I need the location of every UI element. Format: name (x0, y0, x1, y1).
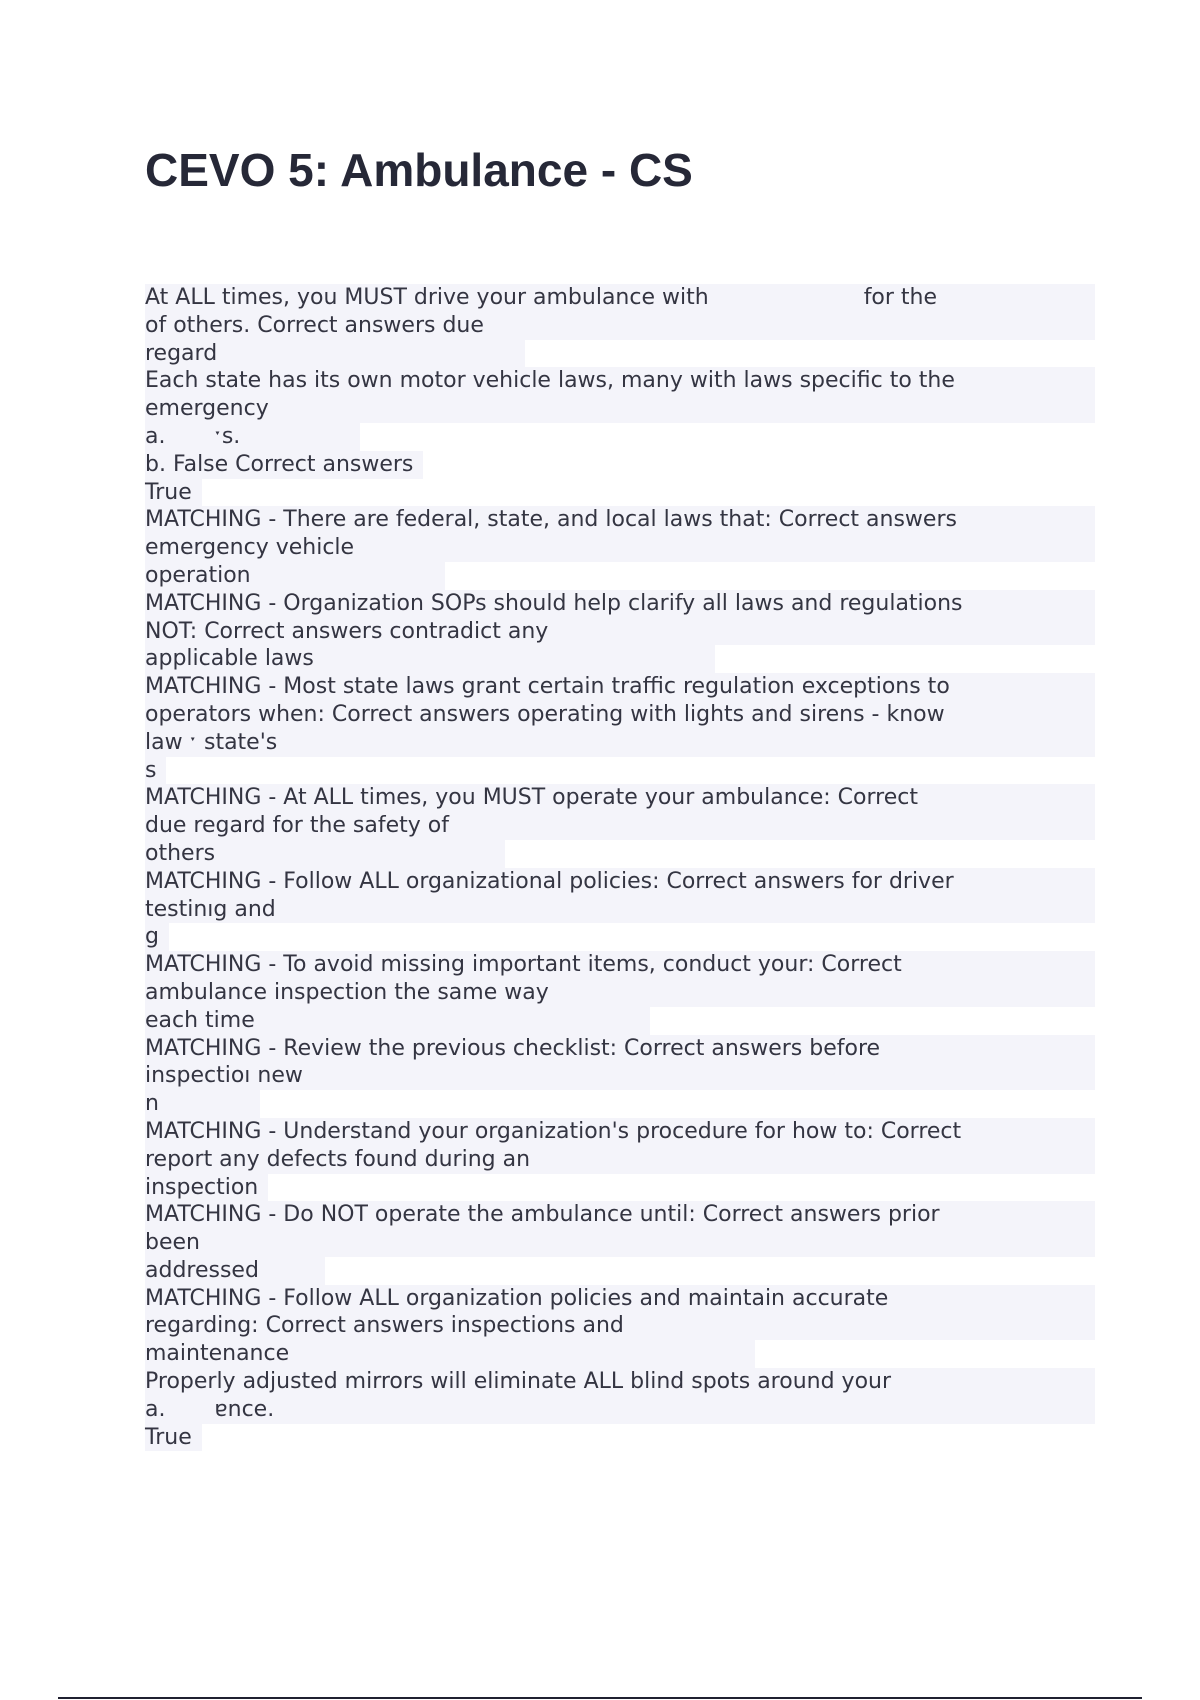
text-line: MATCHING - At ALL times, you MUST operate your ambulance: Correct (145, 784, 1095, 812)
text-line: each time (145, 1007, 650, 1035)
text-line: addressed (145, 1257, 325, 1285)
footer-rule (58, 1697, 1142, 1699)
text-line: True (145, 1424, 202, 1452)
text-line: True (145, 479, 202, 507)
text-line: inspectioı new (145, 1062, 1095, 1090)
text-line: MATCHING - Review the previous checklist: Correct answers before (145, 1035, 1095, 1063)
text-line: MATCHING - Understand your organization's procedure for how to: Correct (145, 1118, 1095, 1146)
text-line: Properly adjusted mirrors will eliminate ALL blind spots around your (145, 1368, 1095, 1396)
text-line: testinıg and (145, 896, 1095, 924)
text-line: regarding: Correct answers inspections and (145, 1312, 1095, 1340)
text-line: b. False Correct answers (145, 451, 423, 479)
text-line: NOT: Correct answers contradict any (145, 618, 1095, 646)
text-line: operators when: Correct answers operating with lights and sirens - know (145, 701, 1095, 729)
line-text: for the (863, 285, 938, 310)
text-line: MATCHING - Follow ALL organizational policies: Correct answers for driver (145, 868, 1095, 896)
text-line: s (145, 757, 166, 785)
text-line: been (145, 1229, 1095, 1257)
text-line: MATCHING - Do NOT operate the ambulance until: Correct answers prior (145, 1201, 1095, 1229)
text-line: applicable laws (145, 645, 715, 673)
qa-text-block (145, 284, 1095, 1451)
text-line (145, 284, 1095, 312)
text-line: due regard for the safety of (145, 812, 1095, 840)
text-line: a. ˑs. (145, 423, 360, 451)
page-title: CEVO 5: Ambulance - CS (145, 144, 693, 196)
text-line: MATCHING - There are federal, state, and local laws that: Correct answers (145, 506, 1095, 534)
text-line: maintenance (145, 1340, 755, 1368)
text-line: n (145, 1090, 260, 1118)
text-line: emergency (145, 395, 1095, 423)
text-line: regard (145, 340, 525, 368)
text-line: a. ɐnce. (145, 1396, 1095, 1424)
text-line: inspection (145, 1174, 268, 1202)
text-line: ambulance inspection the same way (145, 979, 1095, 1007)
text-line: Each state has its own motor vehicle laws, many with laws specific to the (145, 367, 1095, 395)
text-line: emergency vehicle (145, 534, 1095, 562)
text-line: of others. Correct answers due (145, 312, 1095, 340)
text-line: g (145, 923, 169, 951)
line-text: At ALL times, you MUST drive your ambulance with (145, 285, 709, 310)
text-line: law ˑ state's (145, 729, 1095, 757)
text-line: operation (145, 562, 445, 590)
text-line: MATCHING - Follow ALL organization policies and maintain accurate (145, 1285, 1095, 1313)
text-line: others (145, 840, 505, 868)
text-line: MATCHING - Organization SOPs should help clarify all laws and regulations (145, 590, 1095, 618)
text-line: report any defects found during an (145, 1146, 1095, 1174)
text-line: MATCHING - To avoid missing important items, conduct your: Correct (145, 951, 1095, 979)
text-line: MATCHING - Most state laws grant certain traffic regulation exceptions to (145, 673, 1095, 701)
